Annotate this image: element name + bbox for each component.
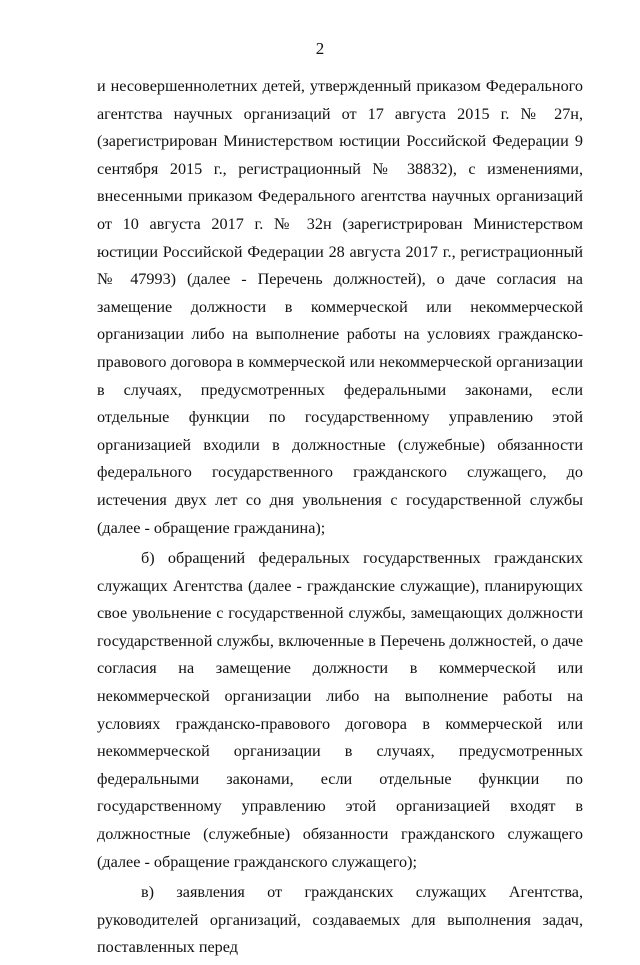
paragraph-b: б) обращений федеральных государственных гражданских служащих Агентства (далее - гражданские служащие), планирующих свое увольнение с государственной службы, замещающих должности государственной службы, включенные в Перечень должностей, о даче согласия на замещение должности в коммерческой или некоммерческой организации либо на выполнение работы на условиях гражданско-правового договора в коммерческой или некоммерческой организации в случаях, предусмотренных федеральными законами, если отдельные функции по государственному управлению этой организацией входят в должностные (служебные) обязанности гражданского служащего (далее - обращение гражданского служащего); [97, 549, 583, 871]
document-body [97, 73, 583, 965]
paragraph-v: в) заявления от гражданских служащих Агентства, руководителей организаций, создаваемых для выполнения задач, поставленных перед [97, 883, 583, 957]
page-number: 2 [315, 39, 325, 58]
paragraph-continuation: и несовершеннолетних детей, утвержденный приказом Федерального агентства научных организаций от 17 августа 2015 г. № 27н, (зарегистрирован Министерством юстиции Российской Федерации 9 сентября 2015 г., регистрационный № 38832), с изменениями, внесенными приказом Федерального агентства научных организаций от 10 августа 2017 г. № 32н (зарегистрирован Министерством юстиции Российской Федерации 28 августа 2017 г., регистрационный № 47993) (далее - Перечень должностей), о даче согласия на замещение должности в коммерческой или некоммерческой организации либо на выполнение работы на условиях гражданско-правового договора в коммерческой или некоммерческой организации в случаях, предусмотренных федеральными законами, если отдельные функции по государственному управлению этой организацией входили в должностные (служебные) обязанности федерального государственного гражданского служащего, до истечения двух лет со дня увольнения с государственной службы (далее - обращение гражданина); [97, 77, 583, 537]
